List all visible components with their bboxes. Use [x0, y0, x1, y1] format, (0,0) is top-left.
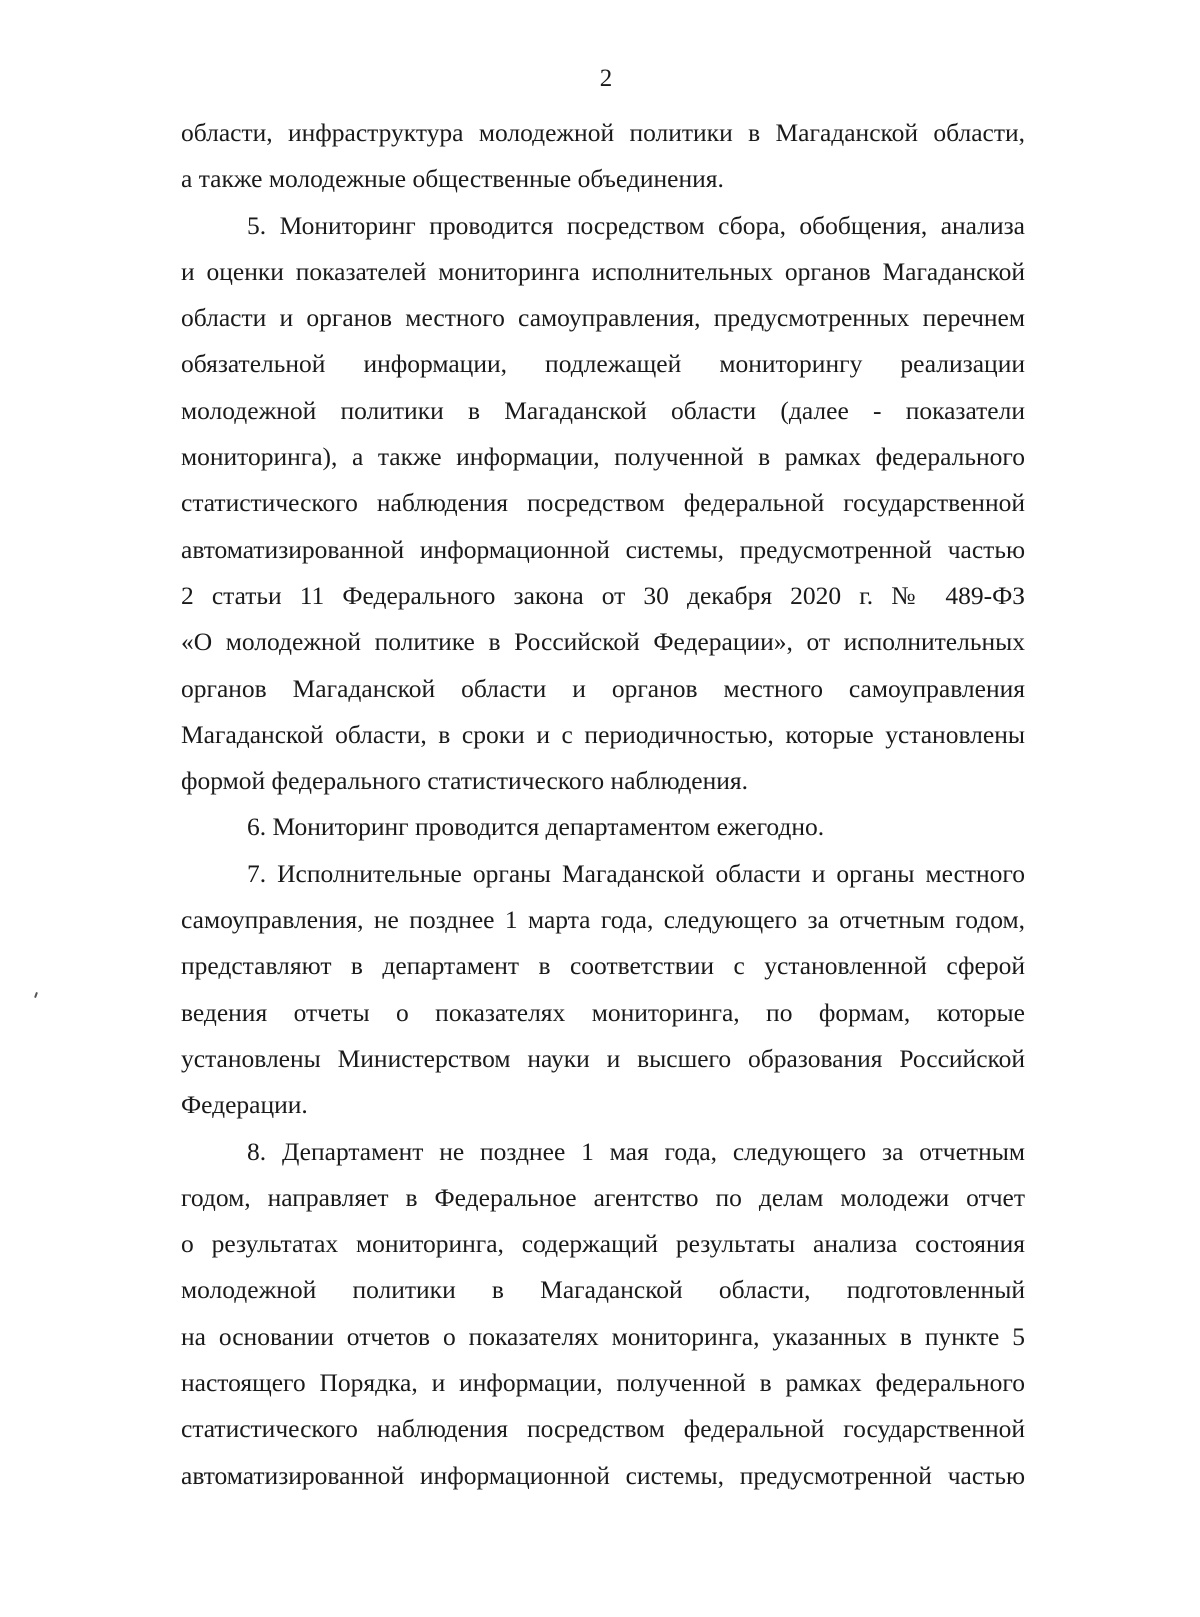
text-line: и оценки показателей мониторинга исполнительных органов Магаданской — [181, 256, 1025, 286]
document-body — [181, 110, 1025, 1499]
text-line: 5. Мониторинг проводится посредством сбора, обобщения, анализа — [247, 210, 1025, 240]
text-line: на основании отчетов о показателях мониторинга, указанных в пункте 5 — [181, 1321, 1025, 1351]
text-line: ведения отчеты о показателях мониторинга, по формам, которые — [181, 997, 1025, 1027]
text-line: настоящего Порядка, и информации, полученной в рамках федерального — [181, 1368, 1025, 1398]
text-line: мониторинга), а также информации, полученной в рамках федерального — [181, 442, 1025, 472]
text-line: формой федерального статистического наблюдения. — [181, 766, 749, 796]
text-line: Федерации. — [181, 1090, 308, 1120]
page-number: 2 — [599, 65, 613, 92]
text-line: области и органов местного самоуправления, предусмотренных перечнем — [181, 303, 1025, 333]
text-line: представляют в департамент в соответствии с установленной сферой — [181, 951, 1025, 981]
text-line: органов Магаданской области и органов местного самоуправления — [181, 673, 1025, 703]
text-line: автоматизированной информационной системы, предусмотренной частью — [181, 1460, 1025, 1490]
text-line: «О молодежной политике в Российской Федерации», от исполнительных — [181, 627, 1025, 657]
text-line: о результатах мониторинга, содержащий результаты анализа состояния — [181, 1229, 1025, 1259]
text-line: самоуправления, не позднее 1 марта года, следующего за отчетным годом, — [181, 905, 1025, 935]
text-line: а также молодежные общественные объединения. — [181, 164, 724, 194]
text-line: молодежной политики в Магаданской области (далее - показатели — [181, 395, 1025, 425]
text-line: 2 статьи 11 Федерального закона от 30 декабря 2020 г. № 489-ФЗ — [181, 580, 1025, 610]
text-line: 7. Исполнительные органы Магаданской области и органы местного — [247, 858, 1025, 888]
text-line: обязательной информации, подлежащей мониторингу реализации — [181, 349, 1025, 379]
text-line: области, инфраструктура молодежной политики в Магаданской области, — [181, 118, 1025, 147]
text-line: статистического наблюдения посредством федеральной государственной — [181, 1414, 1025, 1444]
text-line: годом, направляет в Федеральное агентство по делам молодежи отчет — [181, 1182, 1025, 1212]
text-line: Магаданской области, в сроки и с периодичностью, которые установлены — [181, 719, 1025, 749]
text-line: автоматизированной информационной системы, предусмотренной частью — [181, 534, 1025, 564]
text-line: 6. Мониторинг проводится департаментом ежегодно. — [247, 812, 825, 842]
text-line: установлены Министерством науки и высшего образования Российской — [181, 1043, 1025, 1073]
scan-speck — [34, 992, 38, 998]
text-line: молодежной политики в Магаданской области, подготовленный — [181, 1275, 1025, 1305]
text-line: 8. Департамент не позднее 1 мая года, следующего за отчетным — [247, 1136, 1025, 1166]
text-line: статистического наблюдения посредством федеральной государственной — [181, 488, 1025, 518]
